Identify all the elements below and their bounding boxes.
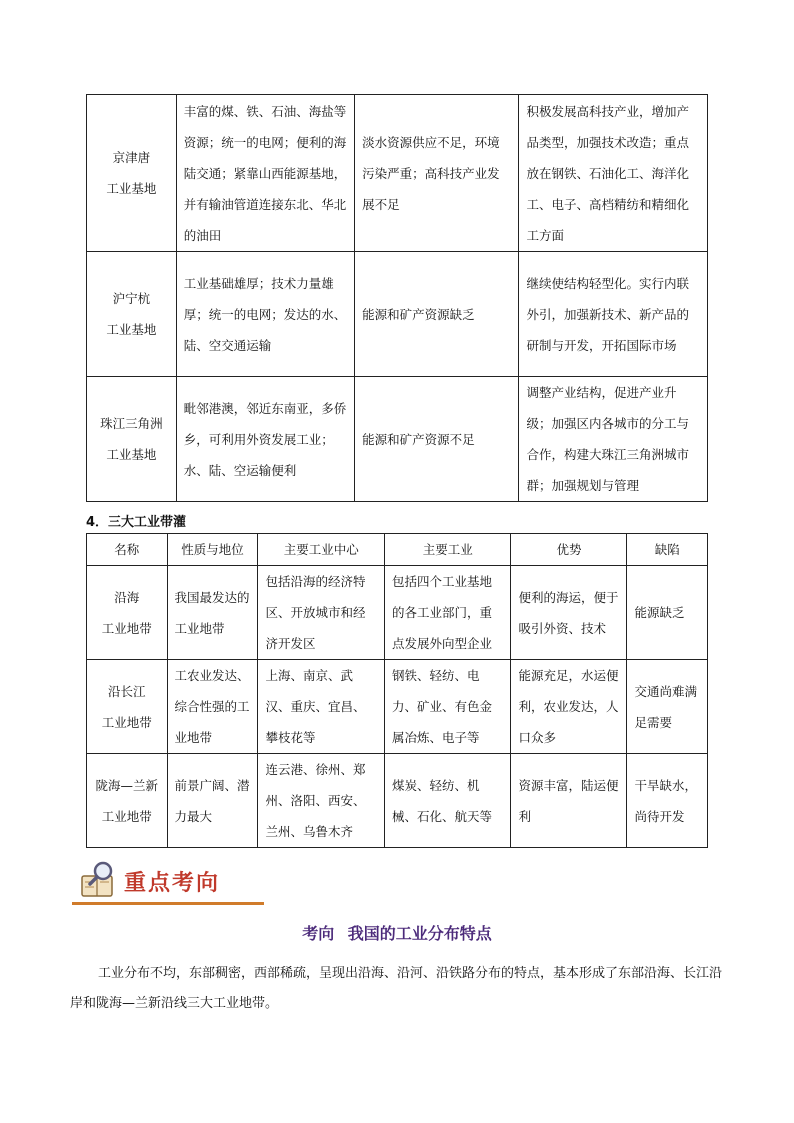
belt-name-cell: 陇海—兰新 工业地带 [87, 754, 168, 848]
industries-cell: 煤炭、轻纺、机械、石化、航天等 [384, 754, 511, 848]
directions-cell: 积极发展高科技产业，增加产品类型，加强技术改造；重点放在钢铁、石油化工、海洋化工、电子、高档精纺和精细化工方面 [519, 95, 708, 252]
table-row [87, 754, 708, 848]
defects-cell: 能源缺乏 [627, 566, 708, 660]
subtitle-prefix: 考向 [302, 924, 335, 943]
base-name-cell: 珠江三角洲 工业基地 [87, 377, 177, 502]
advantages-cell: 能源充足，水运便利，农业发达，人口众多 [511, 660, 627, 754]
advantages-cell: 便利的海运，便于吸引外资、技术 [511, 566, 627, 660]
belt-name-cell: 沿海 工业地带 [87, 566, 168, 660]
header-cell: 缺陷 [627, 534, 708, 566]
conditions-cell: 工业基础雄厚；技术力量雄厚；统一的电网；发达的水、陆、空交通运输 [176, 252, 354, 377]
header-cell: 名称 [87, 534, 168, 566]
industries-cell: 钢铁、轻纺、电力、矿业、有色金属冶炼、电子等 [384, 660, 511, 754]
nature-cell: 我国最发达的工业地带 [167, 566, 258, 660]
table-header-row [87, 534, 708, 566]
banner-underline [72, 902, 264, 905]
key-topic-banner [72, 858, 264, 904]
belt-name-cell: 沿长江 工业地带 [87, 660, 168, 754]
nature-cell: 工农业发达、综合性强的工业地带 [167, 660, 258, 754]
subtitle-title: 我国的工业分布特点 [347, 924, 492, 943]
directions-cell: 调整产业结构，促进产业升级；加强区内各城市的分工与合作，构建大珠江三角洲城市群；加强规划与管理 [519, 377, 708, 502]
header-cell: 优势 [511, 534, 627, 566]
table-row [87, 95, 708, 252]
industries-cell: 包括四个工业基地的各工业部门，重点发展外向型企业 [384, 566, 511, 660]
centers-cell: 连云港、徐州、郑州、洛阳、西安、兰州、乌鲁木齐 [258, 754, 385, 848]
table-row [87, 252, 708, 377]
subtitle [0, 921, 794, 944]
centers-cell: 包括沿海的经济特区、开放城市和经济开发区 [258, 566, 385, 660]
conditions-cell: 丰富的煤、铁、石油、海盐等资源；统一的电网；便利的海陆交通；紧靠山西能源基地，并有输油管道连接东北、华北的油田 [176, 95, 354, 252]
problems-cell: 能源和矿产资源缺乏 [355, 252, 519, 377]
centers-cell: 上海、南京、武汉、重庆、宜昌、攀枝花等 [258, 660, 385, 754]
problems-cell: 能源和矿产资源不足 [355, 377, 519, 502]
magnifier-book-icon [76, 860, 120, 904]
table-row [87, 566, 708, 660]
defects-cell: 交通尚难满足需要 [627, 660, 708, 754]
nature-cell: 前景广阔、潜力最大 [167, 754, 258, 848]
table-row [87, 660, 708, 754]
defects-cell: 干旱缺水，尚待开发 [627, 754, 708, 848]
industrial-belt-table [86, 533, 708, 848]
banner-label: 重点考向 [124, 870, 221, 896]
problems-cell: 淡水资源供应不足，环境污染严重；高科技产业发展不足 [355, 95, 519, 252]
header-cell: 主要工业 [384, 534, 511, 566]
table-row [87, 377, 708, 502]
base-name-cell: 京津唐 工业基地 [87, 95, 177, 252]
advantages-cell: 资源丰富，陆运便利 [511, 754, 627, 848]
section-heading: 4．三大工业带灌 [86, 515, 187, 530]
industrial-base-table [86, 94, 708, 502]
body-paragraph: 工业分布不均，东部稠密，西部稀疏，呈现出沿海、沿河、沿铁路分布的特点，基本形成了东部沿海、长江沿岸和陇海—兰新沿线三大工业地带。 [70, 966, 723, 1011]
conditions-cell: 毗邻港澳，邻近东南亚，多侨乡，可利用外资发展工业；水、陆、空运输便利 [176, 377, 354, 502]
header-cell: 性质与地位 [167, 534, 258, 566]
base-name-cell: 沪宁杭 工业基地 [87, 252, 177, 377]
directions-cell: 继续使结构轻型化。实行内联外引，加强新技术、新产品的研制与开发，开拓国际市场 [519, 252, 708, 377]
header-cell: 主要工业中心 [258, 534, 385, 566]
